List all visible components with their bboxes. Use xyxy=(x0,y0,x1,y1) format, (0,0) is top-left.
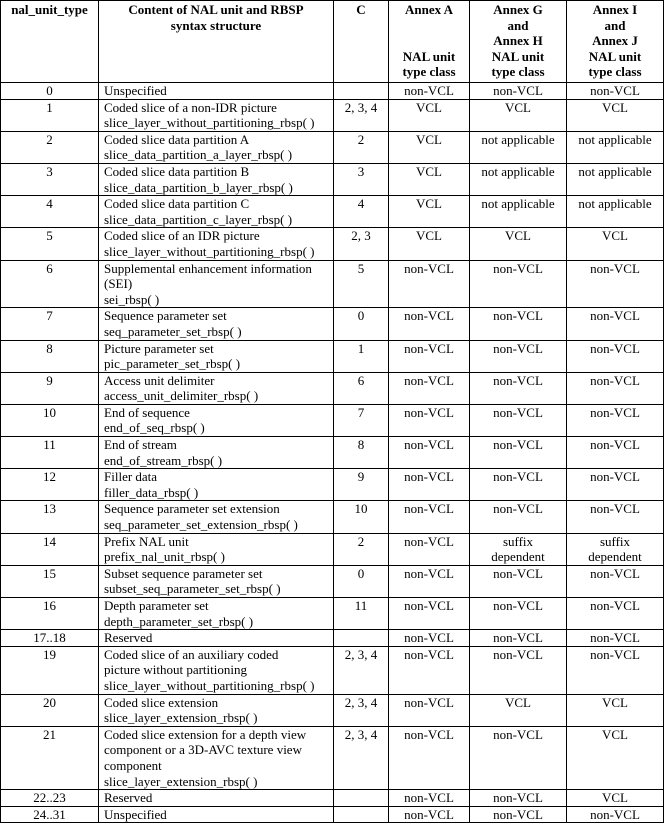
cell-nal-unit-type: 11 xyxy=(1,437,99,469)
cell-annex-g-h-class: non-VCL xyxy=(470,372,567,404)
cell-annex-i-j-class: not applicable xyxy=(567,163,664,195)
cell-annex-i-j-class: non-VCL xyxy=(567,308,664,340)
cell-nal-unit-type: 15 xyxy=(1,565,99,597)
cell-annex-g-h-class: not applicable xyxy=(470,131,567,163)
cell-annex-i-j-class: VCL xyxy=(567,228,664,260)
cell-annex-g-h-class: non-VCL xyxy=(470,630,567,647)
cell-content: Prefix NAL unit prefix_nal_unit_rbsp( ) xyxy=(99,533,334,565)
cell-content: End of stream end_of_stream_rbsp( ) xyxy=(99,437,334,469)
cell-nal-unit-type: 6 xyxy=(1,260,99,308)
header-content-line: syntax structure xyxy=(170,17,262,33)
cell-category: 10 xyxy=(334,501,389,533)
cell-annex-a-class: non-VCL xyxy=(389,694,470,726)
cell-annex-a-class: non-VCL xyxy=(389,469,470,501)
table-row xyxy=(1,501,664,533)
table-row xyxy=(1,646,664,694)
cell-category: 7 xyxy=(334,404,389,436)
cell-nal-unit-type: 20 xyxy=(1,694,99,726)
table-row xyxy=(1,630,664,647)
cell-annex-i-j-class: non-VCL xyxy=(567,372,664,404)
table-row xyxy=(1,260,664,308)
table-header xyxy=(1,1,664,83)
cell-annex-g-h-class: non-VCL xyxy=(470,806,567,823)
cell-category: 0 xyxy=(334,308,389,340)
cell-annex-i-j-class: suffix dependent xyxy=(567,533,664,565)
cell-nal-unit-type: 5 xyxy=(1,228,99,260)
cell-annex-a-class: VCL xyxy=(389,163,470,195)
table-row xyxy=(1,694,664,726)
cell-annex-i-j-class: non-VCL xyxy=(567,83,664,100)
cell-annex-g-h-class: non-VCL xyxy=(470,790,567,807)
cell-content: Reserved xyxy=(99,790,334,807)
table-row xyxy=(1,83,664,100)
cell-annex-g-h-class: VCL xyxy=(470,99,567,131)
cell-annex-i-j-class: VCL xyxy=(567,726,664,789)
cell-content: Coded slice data partition C slice_data_partition_c_layer_rbsp( ) xyxy=(99,196,334,228)
cell-nal-unit-type: 7 xyxy=(1,308,99,340)
cell-category: 6 xyxy=(334,372,389,404)
cell-category xyxy=(334,630,389,647)
cell-content: Access unit delimiter access_unit_delimiter_rbsp( ) xyxy=(99,372,334,404)
header-content-line: Content of NAL unit and RBSP xyxy=(128,2,304,17)
cell-nal-unit-type: 0 xyxy=(1,83,99,100)
cell-nal-unit-type: 8 xyxy=(1,340,99,372)
cell-category xyxy=(334,790,389,807)
table-row xyxy=(1,469,664,501)
cell-annex-a-class: non-VCL xyxy=(389,790,470,807)
cell-annex-i-j-class: VCL xyxy=(567,790,664,807)
cell-annex-a-class: non-VCL xyxy=(389,501,470,533)
cell-annex-a-class: non-VCL xyxy=(389,372,470,404)
cell-category xyxy=(334,806,389,823)
cell-annex-a-class: non-VCL xyxy=(389,260,470,308)
cell-content: Coded slice extension for a depth view component or a 3D-AVC texture view component slice_layer_extension_rbsp( ) xyxy=(99,726,334,789)
table-row xyxy=(1,196,664,228)
cell-nal-unit-type: 3 xyxy=(1,163,99,195)
cell-category: 2, 3, 4 xyxy=(334,646,389,694)
cell-annex-i-j-class: non-VCL xyxy=(567,806,664,823)
cell-annex-a-class: non-VCL xyxy=(389,533,470,565)
cell-category: 3 xyxy=(334,163,389,195)
cell-annex-i-j-class: non-VCL xyxy=(567,565,664,597)
cell-annex-i-j-class: VCL xyxy=(567,99,664,131)
cell-nal-unit-type: 17..18 xyxy=(1,630,99,647)
cell-annex-g-h-class: non-VCL xyxy=(470,260,567,308)
cell-content: Depth parameter set depth_parameter_set_rbsp( ) xyxy=(99,598,334,630)
cell-category: 11 xyxy=(334,598,389,630)
cell-nal-unit-type: 16 xyxy=(1,598,99,630)
header-nal-unit-type: nal_unit_type xyxy=(1,1,99,83)
cell-category: 2 xyxy=(334,131,389,163)
cell-annex-i-j-class: non-VCL xyxy=(567,340,664,372)
cell-nal-unit-type: 12 xyxy=(1,469,99,501)
cell-category: 2, 3, 4 xyxy=(334,726,389,789)
cell-category: 2 xyxy=(334,533,389,565)
cell-annex-a-class: non-VCL xyxy=(389,598,470,630)
cell-content: Coded slice data partition B slice_data_partition_b_layer_rbsp( ) xyxy=(99,163,334,195)
cell-annex-g-h-class: non-VCL xyxy=(470,469,567,501)
cell-nal-unit-type: 4 xyxy=(1,196,99,228)
table-body xyxy=(1,83,664,823)
cell-annex-i-j-class: not applicable xyxy=(567,196,664,228)
cell-annex-a-class: non-VCL xyxy=(389,646,470,694)
cell-annex-g-h-class: non-VCL xyxy=(470,598,567,630)
header-content xyxy=(99,1,334,83)
cell-content: Coded slice extension slice_layer_extension_rbsp( ) xyxy=(99,694,334,726)
cell-annex-i-j-class: non-VCL xyxy=(567,630,664,647)
cell-content: Coded slice data partition A slice_data_partition_a_layer_rbsp( ) xyxy=(99,131,334,163)
cell-annex-i-j-class: not applicable xyxy=(567,131,664,163)
table-row xyxy=(1,131,664,163)
table-row xyxy=(1,598,664,630)
cell-content: End of sequence end_of_seq_rbsp( ) xyxy=(99,404,334,436)
header-annex-g-h: Annex G and Annex H NAL unit type class xyxy=(470,1,567,83)
cell-annex-g-h-class: non-VCL xyxy=(470,646,567,694)
cell-nal-unit-type: 24..31 xyxy=(1,806,99,823)
cell-nal-unit-type: 1 xyxy=(1,99,99,131)
table-row xyxy=(1,404,664,436)
cell-content: Unspecified xyxy=(99,83,334,100)
cell-annex-i-j-class: non-VCL xyxy=(567,469,664,501)
table-row xyxy=(1,437,664,469)
cell-category: 4 xyxy=(334,196,389,228)
cell-annex-a-class: VCL xyxy=(389,228,470,260)
cell-annex-a-class: VCL xyxy=(389,196,470,228)
cell-nal-unit-type: 21 xyxy=(1,726,99,789)
cell-content: Coded slice of an auxiliary coded picture without partitioning slice_layer_without_partitioning_rbsp( ) xyxy=(99,646,334,694)
cell-annex-a-class: non-VCL xyxy=(389,437,470,469)
header-annex-i-j: Annex I and Annex J NAL unit type class xyxy=(567,1,664,83)
cell-category: 5 xyxy=(334,260,389,308)
table-row xyxy=(1,228,664,260)
table-row xyxy=(1,790,664,807)
cell-annex-a-class: non-VCL xyxy=(389,340,470,372)
cell-nal-unit-type: 9 xyxy=(1,372,99,404)
table-row xyxy=(1,533,664,565)
cell-annex-i-j-class: non-VCL xyxy=(567,260,664,308)
cell-nal-unit-type: 13 xyxy=(1,501,99,533)
cell-annex-a-class: non-VCL xyxy=(389,565,470,597)
table-row xyxy=(1,372,664,404)
cell-annex-a-class: non-VCL xyxy=(389,726,470,789)
cell-content: Subset sequence parameter set subset_seq_parameter_set_rbsp( ) xyxy=(99,565,334,597)
cell-content: Filler data filler_data_rbsp( ) xyxy=(99,469,334,501)
cell-nal-unit-type: 2 xyxy=(1,131,99,163)
cell-annex-i-j-class: non-VCL xyxy=(567,404,664,436)
cell-annex-g-h-class: non-VCL xyxy=(470,404,567,436)
header-annex-a: Annex A NAL unit type class xyxy=(389,1,470,83)
cell-nal-unit-type: 14 xyxy=(1,533,99,565)
cell-nal-unit-type: 19 xyxy=(1,646,99,694)
cell-annex-g-h-class: non-VCL xyxy=(470,501,567,533)
cell-nal-unit-type: 10 xyxy=(1,404,99,436)
cell-annex-i-j-class: non-VCL xyxy=(567,501,664,533)
cell-annex-a-class: non-VCL xyxy=(389,806,470,823)
cell-annex-a-class: non-VCL xyxy=(389,630,470,647)
cell-annex-i-j-class: VCL xyxy=(567,694,664,726)
cell-annex-i-j-class: non-VCL xyxy=(567,598,664,630)
cell-content: Unspecified xyxy=(99,806,334,823)
cell-annex-g-h-class: VCL xyxy=(470,694,567,726)
table-row xyxy=(1,99,664,131)
cell-content: Sequence parameter set extension seq_parameter_set_extension_rbsp( ) xyxy=(99,501,334,533)
cell-category: 2, 3, 4 xyxy=(334,694,389,726)
cell-category: 9 xyxy=(334,469,389,501)
table-row xyxy=(1,565,664,597)
cell-annex-g-h-class: not applicable xyxy=(470,196,567,228)
cell-annex-i-j-class: non-VCL xyxy=(567,437,664,469)
cell-category: 2, 3 xyxy=(334,228,389,260)
cell-annex-g-h-class: non-VCL xyxy=(470,308,567,340)
cell-annex-a-class: VCL xyxy=(389,131,470,163)
cell-content: Picture parameter set pic_parameter_set_rbsp( ) xyxy=(99,340,334,372)
cell-annex-g-h-class: non-VCL xyxy=(470,83,567,100)
table-row xyxy=(1,308,664,340)
table-row xyxy=(1,806,664,823)
cell-annex-g-h-class: not applicable xyxy=(470,163,567,195)
table-row xyxy=(1,726,664,789)
cell-content: Coded slice of a non-IDR picture slice_layer_without_partitioning_rbsp( ) xyxy=(99,99,334,131)
cell-annex-a-class: VCL xyxy=(389,99,470,131)
cell-annex-g-h-class: suffix dependent xyxy=(470,533,567,565)
cell-category: 2, 3, 4 xyxy=(334,99,389,131)
cell-annex-a-class: non-VCL xyxy=(389,308,470,340)
cell-annex-i-j-class: non-VCL xyxy=(567,646,664,694)
header-c: C xyxy=(334,1,389,83)
cell-content: Sequence parameter set seq_parameter_set_rbsp( ) xyxy=(99,308,334,340)
cell-content: Reserved xyxy=(99,630,334,647)
cell-category: 1 xyxy=(334,340,389,372)
cell-content: Coded slice of an IDR picture slice_layer_without_partitioning_rbsp( ) xyxy=(99,228,334,260)
cell-annex-g-h-class: non-VCL xyxy=(470,437,567,469)
cell-annex-a-class: non-VCL xyxy=(389,83,470,100)
cell-nal-unit-type: 22..23 xyxy=(1,790,99,807)
table-row xyxy=(1,340,664,372)
cell-category: 8 xyxy=(334,437,389,469)
cell-annex-g-h-class: VCL xyxy=(470,228,567,260)
cell-annex-g-h-class: non-VCL xyxy=(470,726,567,789)
cell-content: Supplemental enhancement information (SEI) sei_rbsp( ) xyxy=(99,260,334,308)
cell-category xyxy=(334,83,389,100)
cell-category: 0 xyxy=(334,565,389,597)
cell-annex-g-h-class: non-VCL xyxy=(470,340,567,372)
table-row xyxy=(1,163,664,195)
cell-annex-a-class: non-VCL xyxy=(389,404,470,436)
cell-annex-g-h-class: non-VCL xyxy=(470,565,567,597)
